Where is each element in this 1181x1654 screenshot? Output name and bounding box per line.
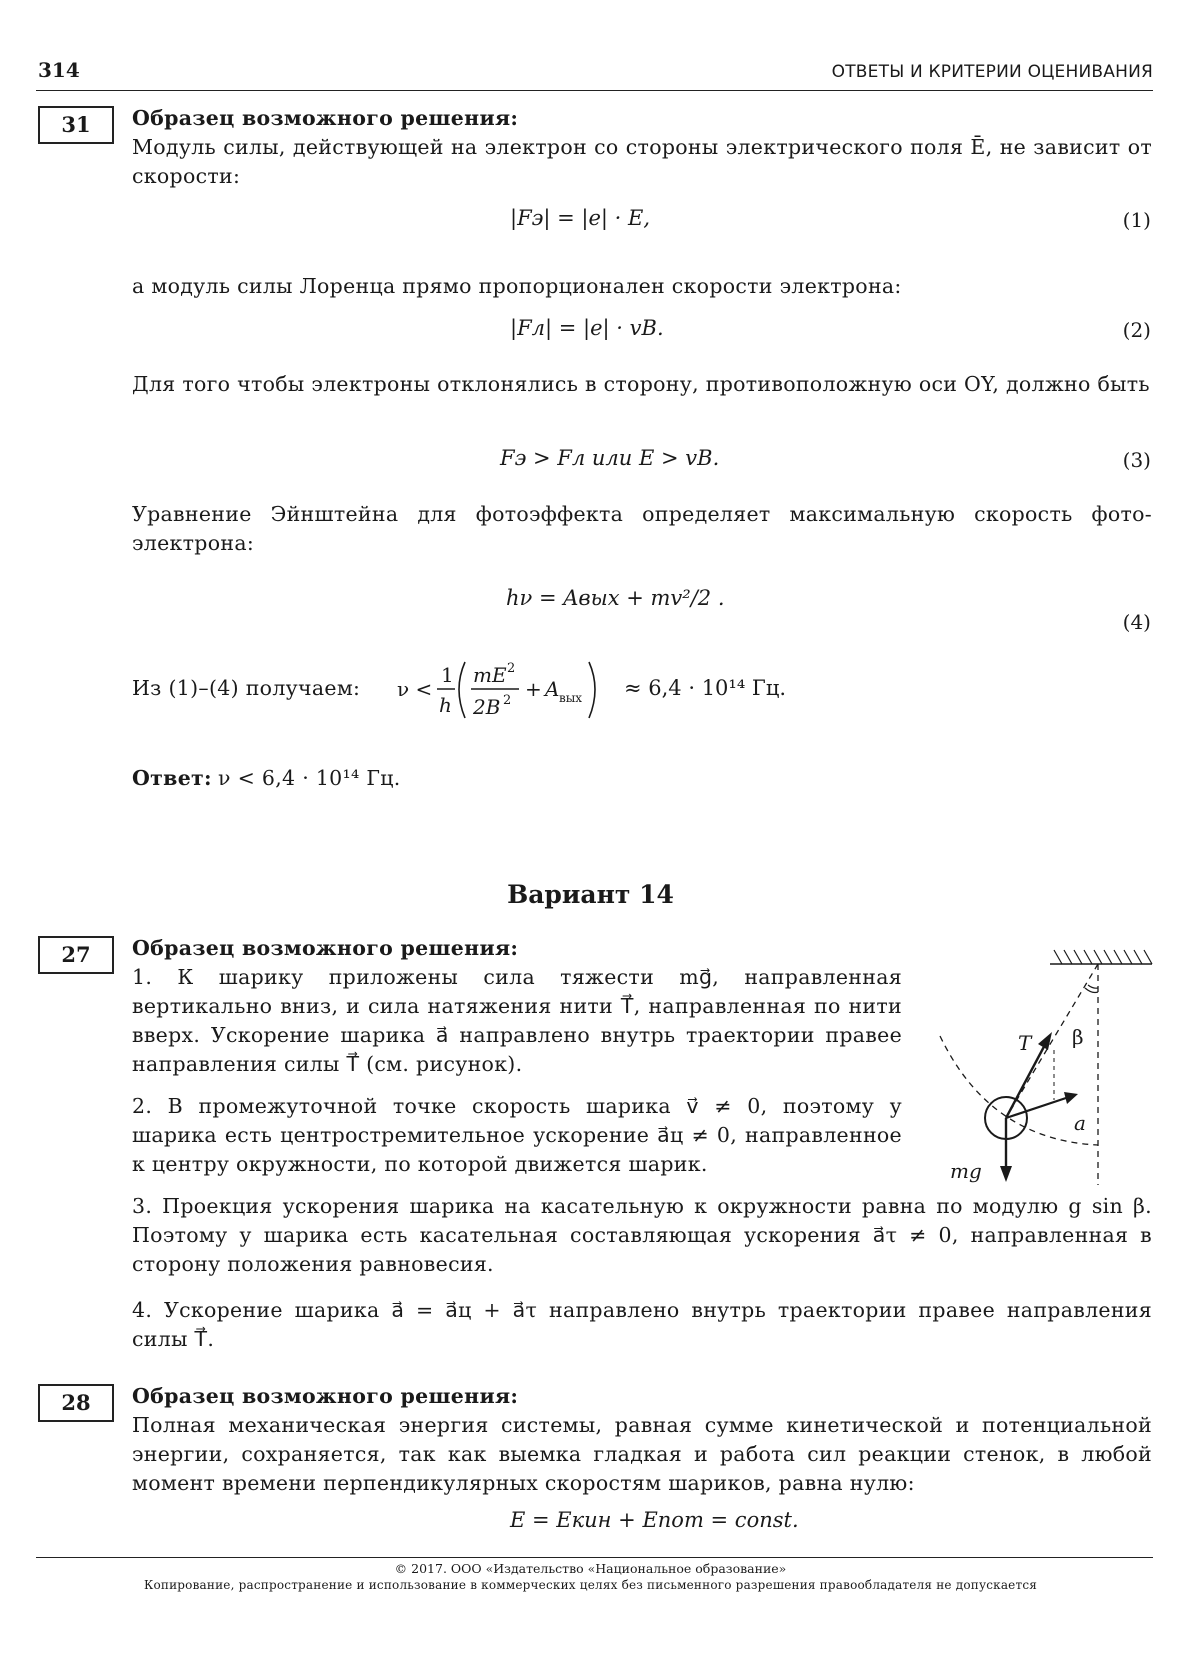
equation-1: |Fэ| = |e| · E, <box>510 206 651 230</box>
task31-heading: Образец возможного решения: <box>132 106 519 130</box>
task31-paragraph-2: а модуль силы Лоренца прямо пропорционален скорости электрона: <box>132 274 902 298</box>
task-number-28: 28 <box>38 1384 114 1422</box>
equation-3: Fэ > Fл или E > vB. <box>500 446 720 470</box>
task27-item-3: 3. Проекция ускорения шарика на касательную к окружности равна по модулю g sin β. Поэтому у шарика есть касательная составляющая ускорения a⃗τ ≠ 0, направленная в сторону положения равновесия. <box>132 1194 1152 1276</box>
equation-4-number: (4) <box>1122 610 1151 634</box>
ceiling-hatch <box>1054 950 1152 964</box>
footer-rule <box>36 1557 1153 1558</box>
derivation-formula <box>395 652 615 728</box>
task27-item-1: 1. К шарику приложены сила тяжести mg⃗, направленная вертикально вниз, и сила натяжения нити T⃗, направленная по нити вверх. Ускорение шарика a⃗ направлено внутрь траектории правее направления силы T⃗ (см. рисунок). <box>132 965 902 1076</box>
svg-text:1: 1 <box>441 663 454 687</box>
label-T: T <box>1018 1031 1032 1055</box>
equation-4: hν = Aвых + mv²/2 . <box>506 586 725 610</box>
label-beta: β <box>1072 1025 1084 1049</box>
label-a: a <box>1074 1111 1086 1135</box>
svg-text:A: A <box>545 677 560 701</box>
footer-copyright: © 2017. ООО «Издательство «Национальное образование» <box>394 1561 787 1576</box>
svg-text:вых: вых <box>559 691 583 705</box>
answer-label-text: Ответ: <box>132 766 212 790</box>
task28-equation: E = Eкин + Eпот = const. <box>510 1508 799 1532</box>
task27-heading: Образец возможного решения: <box>132 936 519 960</box>
task-number-31: 31 <box>38 106 114 144</box>
variant-title: Вариант 14 <box>507 880 674 909</box>
svg-text:h: h <box>439 693 452 717</box>
equation-2-number: (2) <box>1122 318 1151 342</box>
task31-paragraph-3: Для того чтобы электроны отклонялись в сторону, противоположную оси OY, должно быть <box>132 372 1150 396</box>
answer-label <box>132 764 222 793</box>
label-mg: mg <box>950 1159 982 1183</box>
task28-heading: Образец возможного решения: <box>132 1384 519 1408</box>
task27-item-2: 2. В промежуточной точке скорость шарика v⃗ ≠ 0, поэтому у шарика есть центростремительное ускорение a⃗ц ≠ 0, направленное к центру окружности, по которой движется шарик. <box>132 1094 902 1176</box>
equation-3-number: (3) <box>1122 448 1151 472</box>
svg-text:2B: 2B <box>473 695 501 719</box>
header-rule <box>36 90 1153 91</box>
equation-1-number: (1) <box>1122 208 1151 232</box>
running-header: ОТВЕТЫ И КРИТЕРИИ ОЦЕНИВАНИЯ <box>831 62 1153 82</box>
equation-2: |Fл| = |e| · vB. <box>510 316 664 340</box>
answer-value: ν < 6,4 · 10¹⁴ Гц. <box>218 766 401 790</box>
task28-paragraph: Полная механическая энергия системы, равная сумме кинетической и потенциальной энергии, сохраняется, так как выемка гладкая и работа сил реакции стенок, в любой момент времени перпендикулярных скоростям шариков, равна нулю: <box>132 1413 1152 1495</box>
svg-text:mE: mE <box>473 663 507 687</box>
svg-text:ν <: ν < <box>397 677 433 701</box>
task31-paragraph-1: Модуль силы, действующей на электрон со стороны электрического поля Ē, не зависит от скорости: <box>132 135 1152 188</box>
svg-text:2: 2 <box>503 693 512 708</box>
svg-text:+: + <box>525 677 542 701</box>
task-number-27: 27 <box>38 936 114 974</box>
angle-arc <box>1088 985 1098 988</box>
svg-text:2: 2 <box>507 661 516 676</box>
derivation-result: ≈ 6,4 · 10¹⁴ Гц. <box>624 676 787 700</box>
footer-notice: Копирование, распространение и использование в коммерческих целях без письменного разрешения правообладателя не допускается <box>143 1578 1038 1592</box>
pendulum-figure <box>930 940 1160 1190</box>
derivation-label: Из (1)–(4) получаем: <box>132 676 361 700</box>
task31-paragraph-4: Уравнение Эйнштейна для фотоэффекта определяет максимальную скорость фото-электрона: <box>132 502 1152 555</box>
task27-item-4: 4. Ускорение шарика a⃗ = a⃗ц + a⃗τ направлено внутрь траектории правее направления силы T⃗. <box>132 1298 1152 1351</box>
page-number: 314 <box>38 58 80 82</box>
